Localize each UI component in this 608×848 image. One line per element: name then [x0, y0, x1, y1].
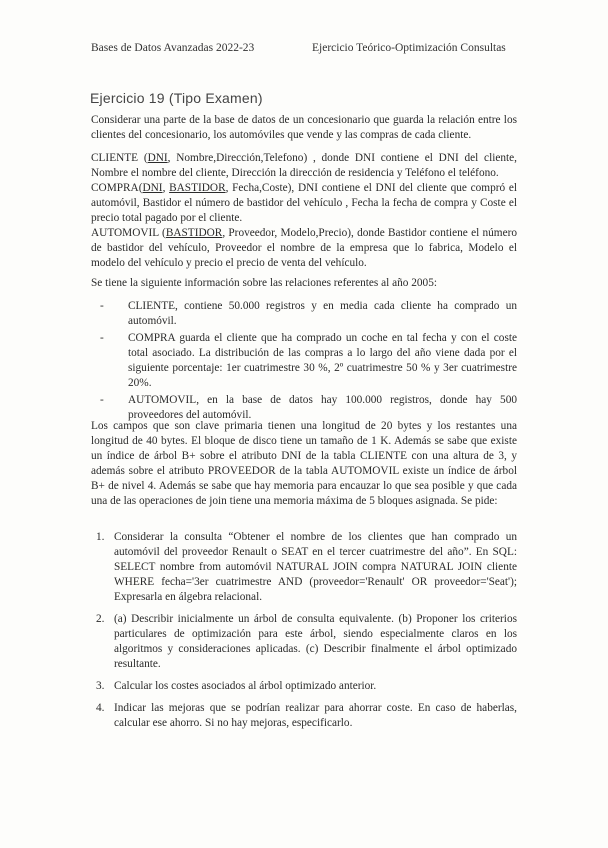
- intro-paragraph: Considerar una parte de la base de datos de un concesionario que guarda la relación entre los clientes del concesionario, los automóviles que vende y las compras de cada cliente.: [91, 114, 517, 141]
- list-item: - CLIENTE, contiene 50.000 registros y en media cada cliente ha comprado un automóvil.: [100, 300, 517, 327]
- relations-intro: Se tiene la siguiente información sobre las relaciones referentes al año 2005:: [91, 277, 437, 289]
- list-item: 2. (a) Describir inicialmente un árbol de consulta equivalente. (b) Proponer los criterios particulares de optimización para este árbol, siendo especialmente claros en los algoritmos y consideraciones aplicadas. (c) Describir finalmente el árbol optimizado resultante.: [96, 613, 517, 670]
- schema-automovil: AUTOMOVIL (BASTIDOR, Proveedor, Modelo,Precio), donde Bastidor contiene el número de bastidor del vehículo, Proveedor el nombre de la empresa que lo fabrica, Modelo el modelo del vehículo y precio el precio de venta del vehículo.: [91, 227, 517, 269]
- list-item: - AUTOMOVIL, en la base de datos hay 100.000 registros, donde hay 500 proveedores del automóvil.: [100, 394, 517, 421]
- schema-block: [91, 151, 517, 271]
- schema-cliente: CLIENTE (DNI, Nombre,Dirección,Telefono) , donde DNI contiene el DNI del cliente, Nombre el nombre del cliente, Dirección la dirección de residencia y Teléfono el teléfono.: [91, 152, 517, 179]
- relations-list: [100, 299, 517, 425]
- questions-list: [91, 530, 517, 738]
- list-item: 1. Considerar la consulta “Obtener el nombre de los clientes que han comprado un automóvil del proveedor Renault o SEAT en el tercer cuatrimestre del año”. En SQL: SELECT nombre from automóvil NATURAL JOIN compra NATURAL JOIN cliente WHERE fecha='3er cuatrimestre AND (proveedor='Renault' OR proveedor='Seat'); Expresarla en álgebra relacional.: [96, 531, 517, 603]
- list-item: - COMPRA guarda el cliente que ha comprado un coche en tal fecha y con el coste total asociado. La distribución de las compras a lo largo del año viene dada por el siguiente porcentaje: 1er cuatrimestre 30 %, 2º cuatrimestre 50 % y 3er cuatrimestre 20%.: [100, 332, 517, 389]
- list-item: 3. Calcular los costes asociados al árbol optimizado anterior.: [96, 680, 377, 692]
- header-course: Bases de Datos Avanzadas 2022-23: [91, 42, 255, 54]
- fields-paragraph: Los campos que son clave primaria tienen una longitud de 20 bytes y los restantes una longitud de 40 bytes. El bloque de disco tiene un tamaño de 1 K. Además se sabe que existe un índice de árbol B+ sobre el atributo DNI de la tabla CLIENTE con una altura de 3, y además sobre el atributo PROVEEDOR de la tabla AUTOMOVIL existe un índice de árbol B+ de nivel 4. Además se sabe que hay memoria para encauzar lo que sea posible y que cada una de las operaciones de join tiene una memoria máxima de 5 bloques asignada. Se pide:: [91, 420, 517, 507]
- header-topic: Ejercicio Teórico-Optimización Consultas: [312, 42, 506, 54]
- schema-compra: COMPRA(DNI, BASTIDOR, Fecha,Coste), DNI contiene el DNI del cliente que compró el automóvil, Bastidor el número de bastidor del vehículo , Fecha la fecha de compra y Coste el precio total pagado por el cliente.: [91, 182, 517, 224]
- exercise-title: Ejercicio 19 (Tipo Examen): [90, 90, 263, 106]
- list-item: 4. Indicar las mejoras que se podrían realizar para ahorrar coste. En caso de haberlas, calcular ese ahorro. Si no hay mejoras, especificarlo.: [96, 702, 517, 729]
